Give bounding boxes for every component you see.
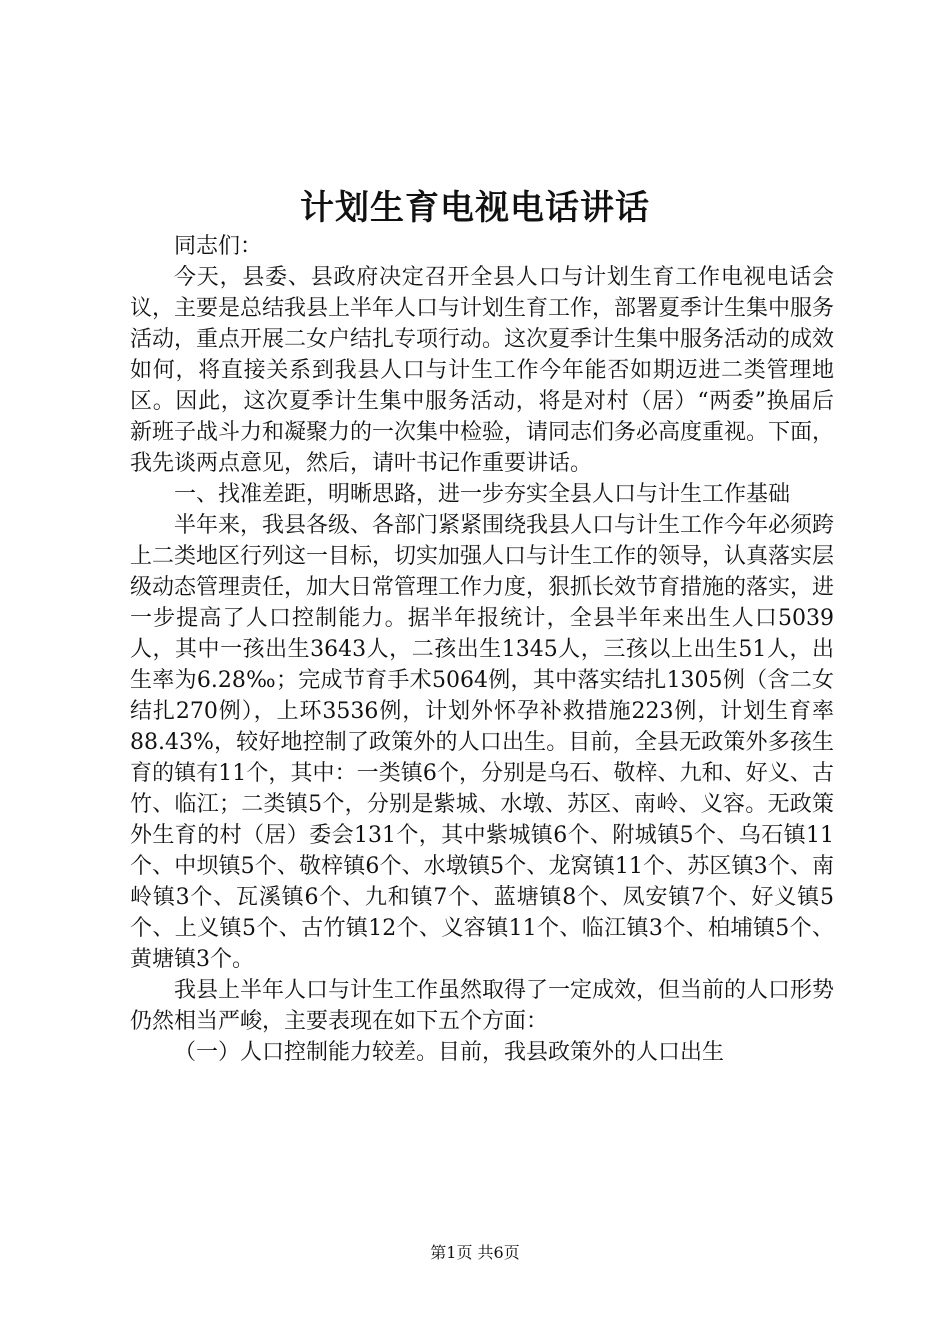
document-title: 计划生育电视电话讲话 (300, 188, 650, 228)
salutation-paragraph: 同志们： (174, 234, 263, 259)
intro-paragraph: 今天，县委、县政府决定召开全县人口与计划生育工作电视电话会议，主要是总结我县上半年人口与计划生育工作，部署夏季计生集中服务活动，重点开展二女户结扎专项行动。这次夏季计生集中服务活动的成效如何，将直接关系到我县人口与计生工作今年能否如期迈进二类管理地区。因此，这次夏季计生集中服务活动，将是对村（居）“两委”换届后新班子战斗力和凝聚力的一次集中检验，请同志们务必高度重视。下面，我先谈两点意见，然后，请叶书记作重要讲话。 (130, 265, 835, 476)
subsection-paragraph-1: （一）人口控制能力较差。目前，我县政策外的人口出生 (174, 1040, 725, 1065)
statistics-paragraph: 半年来，我县各级、各部门紧紧围绕我县人口与计生工作今年必须跨上二类地区行列这一目标，切实加强人口与计生工作的领导，认真落实层级动态管理责任，加大日常管理工作力度，狠抓长效节育措施的落实，进一步提高了人口控制能力。据半年报统计，全县半年来出生人口5039人，其中一孩出生3643人，二孩出生1345人，三孩以上出生51人，出生率为6.28‰；完成节育手术5064例，其中落实结扎1305例（含二女结扎270例），上环3536例，计划外怀孕补救措施223例，计划生育率88.43%，较好地控制了政策外的人口出生。目前，全县无政策外多孩生育的镇有11个，其中：一类镇6个，分别是乌石、敬梓、九和、好义、古竹、临江；二类镇5个，分别是紫城、水墩、苏区、南岭、义容。无政策外生育的村（居）委会131个，其中紫城镇6个、附城镇5个、乌石镇11个、中坝镇5个、敬梓镇6个、水墩镇5个、龙窝镇11个、苏区镇3个、南岭镇3个、瓦溪镇6个、九和镇7个、蓝塘镇8个、凤安镇7个、好义镇5个、上义镇5个、古竹镇12个、义容镇11个、临江镇3个、柏埔镇5个、黄塘镇3个。 (130, 513, 835, 972)
document-body (130, 231, 834, 1068)
page-footer: 第1页 共6页 (430, 1243, 520, 1262)
section-heading-1: 一、找准差距，明晰思路，进一步夯实全县人口与计生工作基础 (174, 482, 791, 507)
situation-paragraph: 我县上半年人口与计生工作虽然取得了一定成效，但当前的人口形势仍然相当严峻，主要表现在如下五个方面： (130, 978, 835, 1034)
